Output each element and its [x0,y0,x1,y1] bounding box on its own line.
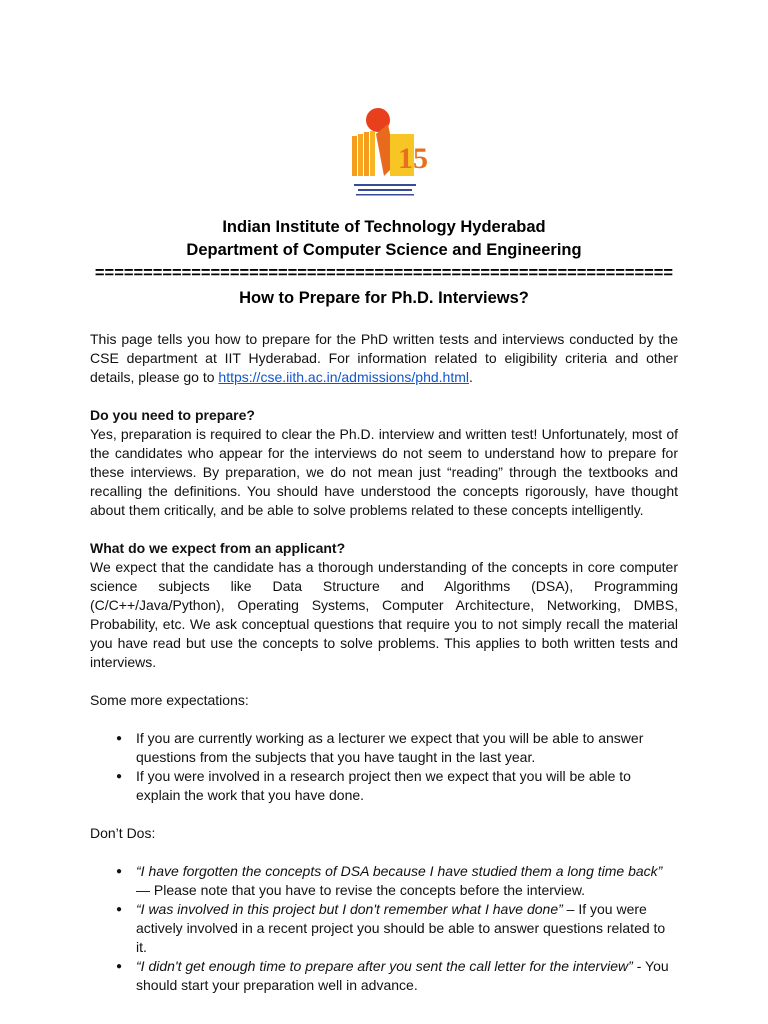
page-title: How to Prepare for Ph.D. Interviews? [239,289,529,307]
list-item: ● “I was involved in this project but I don't remember what I have done” – If you were actively involved in a recent project you should be able to answer questions related to it. [136,900,678,957]
section-heading-prepare: Do you need to prepare? [90,407,255,423]
list-item: ● If you are currently working as a lecturer we expect that you will be able to answer questions from the subjects that you have taught in the last year. [136,729,678,767]
dont-dos-list [90,862,678,995]
list-item: ● If you were involved in a research project then we expect that you will be able to explain the work that you have done. [136,767,678,805]
dont-dos-lead: Don’t Dos: [90,825,156,841]
institute-name: Indian Institute of Technology Hyderabad [222,218,546,236]
admissions-link[interactable]: https://cse.iith.ac.in/admissions/phd.html [218,369,469,385]
list-item: ● “I didn't get enough time to prepare after you sent the call letter for the interview” - You should start your preparation well in advance. [136,957,678,995]
iith-logo [340,104,430,204]
list-item: ● “I have forgotten the concepts of DSA because I have studied them a long time back” — Please note that you have to revise the concepts before the interview. [136,862,678,900]
expectations-lead: Some more expectations: [90,692,249,708]
svg-text:15: 15 [398,142,428,175]
section-text-expect: We expect that the candidate has a thorough understanding of the concepts in core computer science subjects like Data Structure and Algorithms (DSA), Programming (C/C++/Java/Python), Operating Systems, Computer Architecture, Networking, DMBS, Probability, etc. We ask conceptual questions that require you to not simply recall the material you have read but use the concepts to solve problems. This applies to both written tests and interviews. [90,559,678,670]
section-heading-expect: What do we expect from an applicant? [90,540,346,556]
department-name: Department of Computer Science and Engineering [186,241,582,259]
section-text-prepare: Yes, preparation is required to clear the Ph.D. interview and written test! Unfortunately, most of the candidates who appear for the interviews do not seem to understand how to prepare for these interviews. By preparation, we do not mean just “reading” through the textbooks and recalling the definitions. You should have understood the concepts rigorously, have thought about them critically, and be able to solve problems related to these concepts intelligently. [90,426,678,518]
intro-paragraph: This page tells you how to prepare for the PhD written tests and interviews conducted by the CSE department at IIT Hyderabad. For information related to eligibility criteria and other details, please go to https://cse.iith.ac.in/admissions/phd.html. [90,331,678,385]
expectations-list [90,729,678,805]
separator-line: ============================================================ [94,264,674,282]
document-body [90,330,678,1014]
